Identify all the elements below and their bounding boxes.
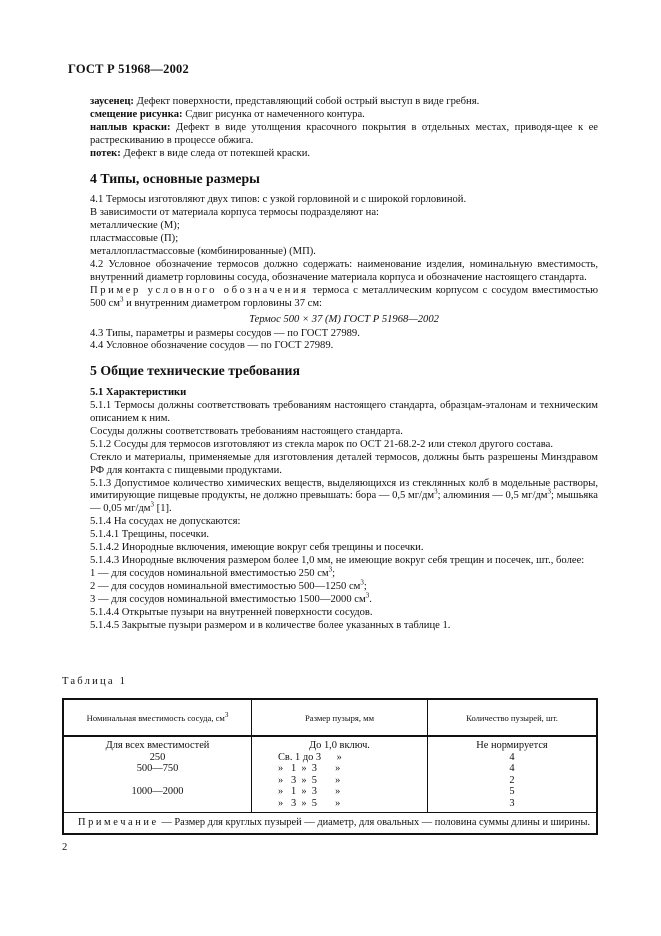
text: ; мышьяка — 0,05 мг/дм	[90, 490, 598, 515]
table-cell-size	[252, 736, 428, 813]
def-term: смещение рисунка:	[90, 108, 183, 120]
cell-line	[64, 775, 251, 787]
text: ;	[363, 580, 367, 592]
material-item: металлопластмассовые (комбинированные) (МП).	[90, 246, 316, 258]
limit-item	[90, 578, 598, 594]
cell-line: » 1 » 3 »	[278, 763, 341, 774]
example-label: Пример условного обозначения	[90, 284, 309, 296]
def-zausenets	[90, 96, 598, 109]
cell-line: » 1 » 3 »	[278, 786, 341, 797]
superscript: 3	[119, 295, 124, 304]
para-5-1-4-3: 5.1.4.3 Инородные включения размером более 1,0 мм, не имеющие вокруг себя трещин и посечек, шт., более:	[90, 555, 585, 566]
table-header-cell: Количество пузырей, шт.	[428, 699, 598, 736]
text: 2 — для сосудов номинальной вместимостью 500—1250 см	[90, 580, 361, 592]
cell-line: 1000—2000	[131, 786, 184, 797]
superscript: 3	[547, 487, 552, 496]
para-4-1: 4.1 Термосы изготовляют двух типов: с узкой горловиной и с широкой горловиной.	[90, 194, 467, 206]
para-5-1-2: 5.1.2 Сосуды для термосов изготовляют из стекла марок по ОСТ 21-68.2-2 или стекол другого состава.	[90, 438, 553, 450]
doc-header: ГОСТ Р 51968—2002	[68, 62, 189, 76]
page-number: 2	[62, 842, 68, 853]
cell-line: Для всех вместимостей	[105, 740, 210, 751]
superscript: 3	[328, 565, 333, 574]
para-4-1-b: В зависимости от материала корпуса термосы подразделяют на:	[90, 207, 379, 219]
section-4-title: 4 Типы, основные размеры	[90, 170, 260, 186]
text: 5.1.3 Допустимое количество химических веществ, выделяющихся из стеклянных колб в модельные растворы, имитирующие пищевые продукты, не должно превышать: бора — 0,5 мг/дм	[90, 477, 598, 502]
material-item: металлические (М);	[90, 220, 180, 232]
para-4-3: 4.3 Типы, параметры и размеры сосудов — по ГОСТ 27989.	[90, 327, 360, 339]
para-5-1-2-b: Стекло и материалы, применяемые для изготовления деталей термосов, должны быть разрешены Минздравом РФ для контакта с пищевыми продуктами.	[90, 451, 598, 476]
superscript: 3	[365, 591, 370, 600]
table-cell-count	[428, 736, 598, 813]
def-potek	[90, 148, 598, 161]
def-naplyv	[90, 122, 598, 148]
table-header-cell	[63, 699, 252, 736]
cell-line: 4	[509, 763, 515, 774]
cell-line: 3	[509, 797, 515, 809]
para-4-4: 4.4 Условное обозначение сосудов — по ГОСТ 27989.	[90, 340, 334, 352]
table-cell-capacity	[63, 736, 252, 813]
bubbles-table	[62, 698, 598, 835]
superscript: 3	[360, 578, 364, 587]
table-row	[63, 736, 597, 813]
para-4-2: 4.2 Условное обозначение термосов должно содержать: наименование изделия, номинальную вместимость, внутренний диаметр горловины сосуда, обозначение материала корпуса и обозначение настоящего стандарта.	[90, 258, 598, 283]
header-text: Номинальная вместимость сосуда, см	[86, 712, 225, 723]
superscript: 3	[434, 487, 438, 496]
para-5-1-1: 5.1.1 Термосы должны соответствовать требованиям настоящего стандарта, образцам-эталонам и техническим описанием к ним.	[90, 400, 598, 425]
superscript: 3	[224, 710, 229, 719]
text: .	[369, 593, 372, 605]
table-header-cell: Размер пузыря, мм	[252, 699, 428, 736]
para-5-1-4: 5.1.4 На сосудах не допускаются:	[90, 516, 241, 528]
cell-line: Не нормируется	[476, 740, 548, 751]
def-text: Дефект в виде следа от потекшей краски.	[120, 147, 311, 159]
example-para	[90, 285, 598, 311]
doc-body	[90, 96, 598, 632]
cell-line: » 3 » 5 »	[278, 797, 341, 809]
designation-example: Термос 500 × 37 (М) ГОСТ Р 51968—2002	[249, 313, 439, 325]
cell-line: 250	[149, 751, 166, 763]
cell-line: 2	[509, 774, 515, 786]
table-header-row	[63, 699, 597, 736]
cell-line: До 1,0 включ.	[309, 740, 370, 751]
limit-item	[90, 565, 598, 581]
example-text: термоса с металлическим корпусом с сосудом вместимостью 500 см	[90, 284, 598, 309]
def-text: Дефект поверхности, представляющий собой острый выступ в виде гребня.	[133, 96, 480, 107]
subsection-5-1: 5.1 Характеристики	[90, 387, 187, 399]
cell-line	[64, 798, 251, 810]
def-text: Дефект в виде утолщения красочного покрытия в отдельных местах, приводя-щее к ее растрескиванию в процессе обжига.	[90, 121, 598, 146]
def-smeshchenie	[90, 109, 598, 122]
text: [1].	[154, 503, 172, 515]
cell-line: 4	[509, 751, 515, 763]
superscript: 3	[150, 500, 155, 509]
table-caption: Таблица 1	[62, 676, 128, 687]
cell-line: 500—750	[136, 763, 179, 774]
def-term: заусенец:	[90, 96, 134, 107]
example-text: и внутренним диаметром горловины 37 см:	[123, 297, 322, 309]
para-5-1-4-1: 5.1.4.1 Трещины, посечки.	[90, 529, 210, 541]
para-5-1-4-2: 5.1.4.2 Инородные включения, имеющие вокруг себя трещины и посечки.	[90, 542, 424, 554]
def-text: Сдвиг рисунка от намеченного контура.	[182, 108, 365, 120]
limit-item	[90, 591, 598, 607]
def-term: потек:	[90, 147, 121, 159]
para-5-1-4-4: 5.1.4.4 Открытые пузыри на внутренней поверхности сосудов.	[90, 606, 373, 618]
note-label: Примечание	[78, 817, 159, 828]
text: ;	[332, 567, 336, 579]
text: 3 — для сосудов номинальной вместимостью 1500—2000 см	[90, 593, 366, 605]
cell-line: » 3 » 5 »	[278, 774, 341, 786]
para-5-1-1-b: Сосуды должны соответствовать требованиям настоящего стандарта.	[90, 425, 403, 437]
table-note-row	[63, 813, 597, 834]
text: ; алюминия — 0,5 мг/дм	[437, 490, 548, 502]
material-item: пластмассовые (П);	[90, 233, 179, 245]
section-5-title: 5 Общие технические требования	[90, 363, 300, 379]
para-5-1-3	[90, 478, 598, 517]
note-text: — Размер для круглых пузырей — диаметр, для овальных — половина суммы длины и ширины.	[158, 817, 591, 828]
text: 1 — для сосудов номинальной вместимостью 250 см	[90, 567, 329, 579]
def-term: наплыв краски:	[90, 121, 171, 133]
cell-line: Св. 1 до 3 »	[278, 751, 342, 763]
table-note	[63, 813, 597, 834]
cell-line: 5	[509, 786, 515, 797]
para-5-1-4-5: 5.1.4.5 Закрытые пузыри размером и в количестве более указанных в таблице 1.	[90, 619, 451, 631]
